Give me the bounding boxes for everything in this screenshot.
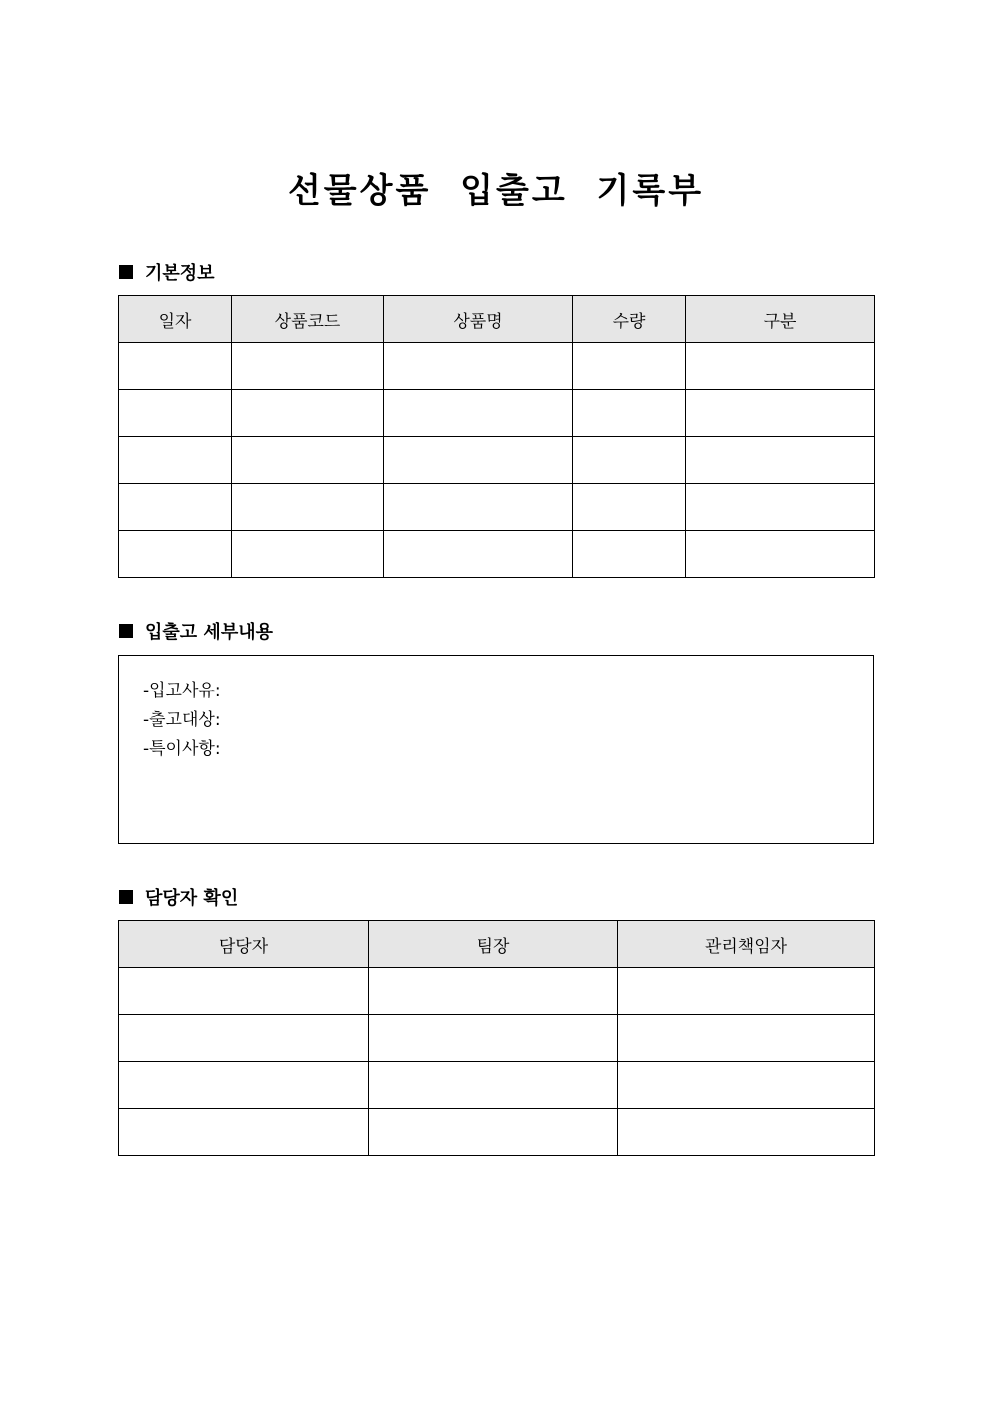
product-code-cell[interactable]	[232, 531, 384, 578]
manager-cell[interactable]	[618, 1015, 875, 1062]
product-name-cell[interactable]	[384, 343, 573, 390]
table-header-row	[119, 921, 875, 968]
product-code-cell[interactable]	[232, 343, 384, 390]
quantity-cell[interactable]	[573, 484, 686, 531]
category-cell[interactable]	[686, 390, 875, 437]
product-name-cell[interactable]	[384, 390, 573, 437]
date-cell[interactable]	[119, 484, 232, 531]
section-heading-label: 입출고 세부내용	[145, 622, 273, 643]
manager-cell[interactable]	[618, 1109, 875, 1156]
table-row	[119, 1109, 875, 1156]
column-header-team-leader: 팀장	[369, 921, 618, 968]
table-row	[119, 968, 875, 1015]
column-header-manager: 관리책임자	[618, 921, 875, 968]
table-row	[119, 437, 875, 484]
category-cell[interactable]	[686, 343, 875, 390]
person-in-charge-cell[interactable]	[119, 1109, 369, 1156]
column-header-category: 구분	[686, 296, 875, 343]
team-leader-cell[interactable]	[369, 1109, 618, 1156]
date-cell[interactable]	[119, 343, 232, 390]
quantity-cell[interactable]	[573, 531, 686, 578]
table-row	[119, 390, 875, 437]
table-row	[119, 343, 875, 390]
quantity-cell[interactable]	[573, 390, 686, 437]
column-header-date: 일자	[119, 296, 232, 343]
product-name-cell[interactable]	[384, 531, 573, 578]
team-leader-cell[interactable]	[369, 968, 618, 1015]
table-row	[119, 1015, 875, 1062]
section-heading-basic-info	[119, 259, 215, 285]
person-in-charge-cell[interactable]	[119, 1062, 369, 1109]
confirmation-table	[118, 920, 875, 1156]
special-notes-label: -특이사항:	[143, 739, 221, 759]
column-header-person-in-charge: 담당자	[119, 921, 369, 968]
square-bullet-icon	[119, 890, 133, 904]
manager-cell[interactable]	[618, 968, 875, 1015]
product-name-cell[interactable]	[384, 437, 573, 484]
product-code-cell[interactable]	[232, 390, 384, 437]
person-in-charge-cell[interactable]	[119, 1015, 369, 1062]
square-bullet-icon	[119, 265, 133, 279]
column-header-product-code: 상품코드	[232, 296, 384, 343]
square-bullet-icon	[119, 624, 133, 638]
quantity-cell[interactable]	[573, 343, 686, 390]
section-heading-label: 기본정보	[145, 263, 215, 284]
section-heading-details	[119, 618, 273, 644]
category-cell[interactable]	[686, 484, 875, 531]
table-header-row	[119, 296, 875, 343]
person-in-charge-cell[interactable]	[119, 968, 369, 1015]
quantity-cell[interactable]	[573, 437, 686, 484]
section-heading-confirmation	[119, 884, 238, 910]
date-cell[interactable]	[119, 531, 232, 578]
product-name-cell[interactable]	[384, 484, 573, 531]
table-row	[119, 1062, 875, 1109]
date-cell[interactable]	[119, 390, 232, 437]
table-row	[119, 484, 875, 531]
inbound-reason-label: -입고사유:	[143, 681, 221, 701]
manager-cell[interactable]	[618, 1062, 875, 1109]
outbound-target-label: -출고대상:	[143, 710, 221, 730]
document-title: 선물상품 입출고 기록부	[287, 171, 705, 211]
date-cell[interactable]	[119, 437, 232, 484]
product-code-cell[interactable]	[232, 484, 384, 531]
category-cell[interactable]	[686, 437, 875, 484]
details-box[interactable]	[118, 655, 874, 844]
team-leader-cell[interactable]	[369, 1015, 618, 1062]
basic-info-table	[118, 295, 875, 578]
team-leader-cell[interactable]	[369, 1062, 618, 1109]
column-header-quantity: 수량	[573, 296, 686, 343]
column-header-product-name: 상품명	[384, 296, 573, 343]
table-row	[119, 531, 875, 578]
product-code-cell[interactable]	[232, 437, 384, 484]
section-heading-label: 담당자 확인	[145, 888, 239, 909]
category-cell[interactable]	[686, 531, 875, 578]
